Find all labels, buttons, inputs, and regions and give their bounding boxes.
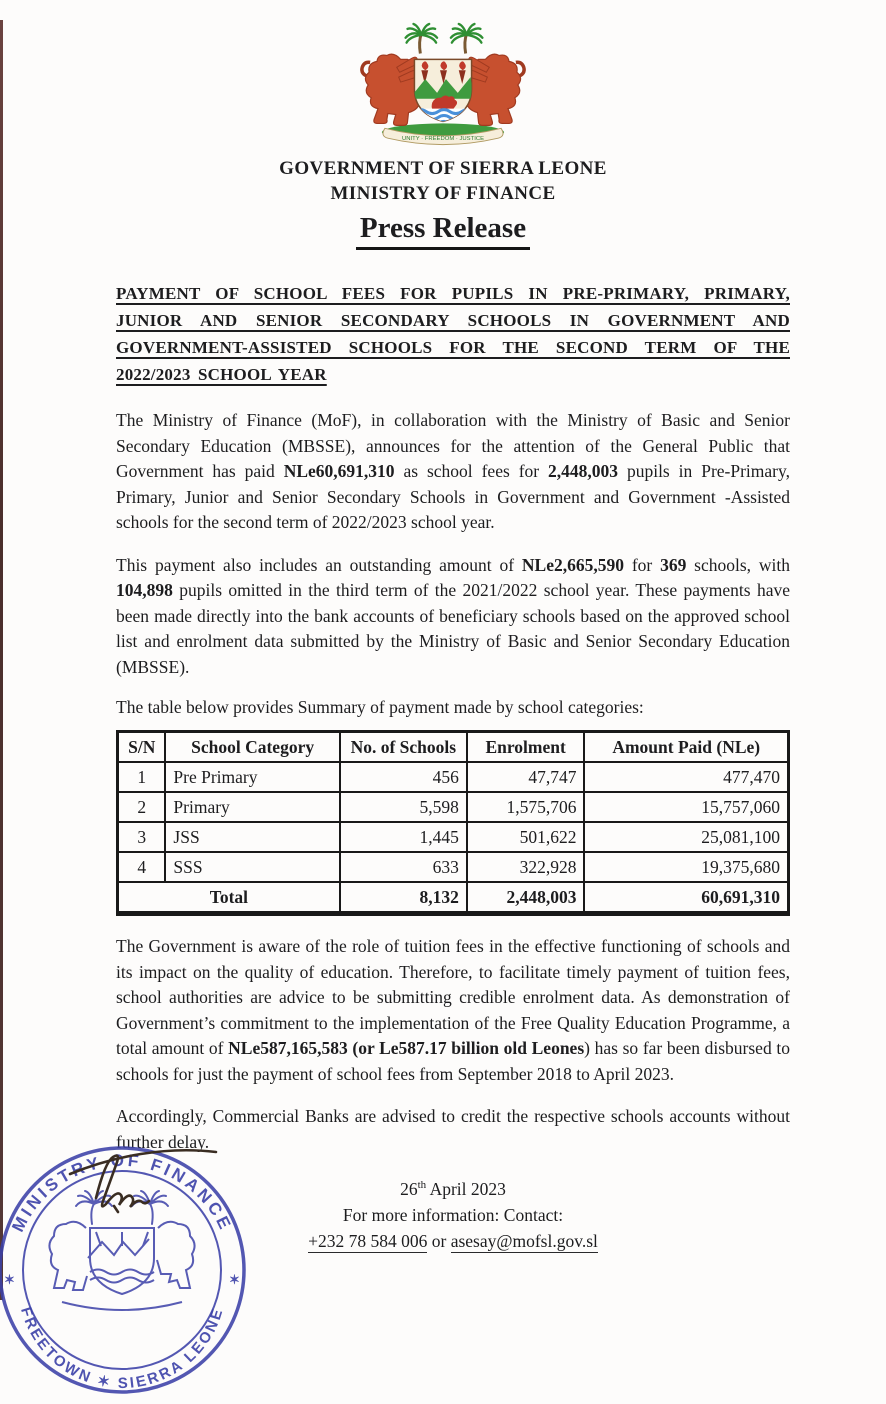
table-row: 1 Pre Primary 456 47,747 477,470 xyxy=(118,762,789,792)
stamp-star-right: ✶ xyxy=(229,1272,240,1287)
col-header-enrolment: Enrolment xyxy=(467,732,585,763)
stamp-bottom-text: FREETOWN ✶ SIERRA LEONE xyxy=(17,1305,227,1393)
document-title: PAYMENT OF SCHOOL FEES FOR PUPILS IN PRE-PRIMARY, PRIMARY, JUNIOR AND SENIOR SECONDARY SCHOOLS IN GOVERNMENT AND GOVERNMENT-ASSISTED SCHOOLS FOR THE SECOND TERM OF THE 2022/2023 SCHOOL YEAR xyxy=(116,284,790,384)
col-header-amount: Amount Paid (NLe) xyxy=(584,732,788,763)
sierra-leone-coat-of-arms xyxy=(357,20,529,150)
table-header-row xyxy=(118,732,789,763)
ministry-name: MINISTRY OF FINANCE xyxy=(330,183,556,204)
contact-email: asesay@mofsl.gov.sl xyxy=(450,1230,598,1251)
paragraph-3: The Government is aware of the role of tuition fees in the effective functioning of schools and its impact on the quality of education. Therefore, to facilitate timely payment of tuition fees, school authorities are advice to be submitting credible enrolment data. As demonstration of Government’s commitment to the implementation of the Free Quality Education Programme, a total amount of NLe587,165,583 (or Le587.17 billion old Leones) has so far been disbursed to schools for just the payment of school fees from September 2018 to April 2023. xyxy=(116,936,790,1084)
svg-text:FREETOWN ✶ SIERRA LEONE xyxy=(17,1305,227,1392)
paragraph-2: This payment also includes an outstanding amount of NLe2,665,590 for 369 schools, with 104,898 pupils omitted in the third term of the 2021/2022 school year. These payments have been made directly into the bank accounts of beneficiary schools based on the approved school list and enrolment data submitted by the Ministry of Basic and Senior Secondary Education (MBSSE). xyxy=(116,554,790,677)
stamp-top-text: MINISTRY OF FINANCE xyxy=(8,1150,236,1235)
government-name: GOVERNMENT OF SIERRA LEONE xyxy=(279,158,607,179)
col-header-sn: S/N xyxy=(118,732,166,763)
table-total-row xyxy=(118,882,789,913)
stamp-star-left: ✶ xyxy=(4,1272,15,1287)
payment-summary-table xyxy=(116,730,790,914)
motto-text: UNITY · FREEDOM · JUSTICE xyxy=(401,136,485,143)
photo-edge-shadow xyxy=(0,20,3,1300)
contact-details: +232 78 584 006 or asesay@mofsl.gov.sl xyxy=(308,1230,598,1251)
outstanding-amount-value: NLe2,665,590 xyxy=(521,554,624,575)
svg-text:MINISTRY OF FINANCE xyxy=(8,1151,235,1235)
release-date: 26th April 2023 xyxy=(400,1178,506,1199)
col-header-schools: No. of Schools xyxy=(340,732,467,763)
table-row: 2 Primary 5,598 1,575,706 15,757,060 xyxy=(118,792,789,822)
pupil-count-value: 2,448,003 xyxy=(548,461,619,481)
total-schools: 8,132 xyxy=(340,882,467,913)
total-label: Total xyxy=(118,882,340,913)
total-disbursed-value: NLe587,165,583 (or Le587.17 billion old Leones xyxy=(228,1038,585,1058)
contact-line: For more information: Contact: xyxy=(342,1204,564,1225)
paragraph-4: Accordingly, Commercial Banks are advised to credit the respective schools accounts without further delay. xyxy=(116,1106,790,1152)
stamp-emblem xyxy=(49,1191,194,1310)
ministry-of-finance-stamp xyxy=(0,1132,258,1404)
paragraph-1: The Ministry of Finance (MoF), in collaboration with the Ministry of Basic and Senior Secondary Education (MBSSE), announces for the attention of the General Public that Government has paid NLe60,691,310 as school fees for 2,448,003 pupils in Pre-Primary, Primary, Junior and Senior Secondary Schools in Government and Government -Assisted schools for the second term of 2022/2023 school year. xyxy=(116,410,790,532)
schools-count-value: 369 xyxy=(660,554,687,575)
document-body xyxy=(116,280,790,1254)
table-row: 4 SSS 633 322,928 19,375,680 xyxy=(118,852,789,882)
amount-paid-value: NLe60,691,310 xyxy=(283,461,395,481)
shield xyxy=(412,59,473,125)
press-release-heading: Press Release xyxy=(356,212,530,250)
contact-phone: +232 78 584 006 xyxy=(308,1230,428,1251)
table-intro: The table below provides Summary of payment made by school categories: xyxy=(116,697,644,717)
total-amount: 60,691,310 xyxy=(584,882,788,913)
col-header-category: School Category xyxy=(165,732,339,763)
omitted-pupils-value: 104,898 xyxy=(116,580,173,600)
table-row: 3 JSS 1,445 501,622 25,081,100 xyxy=(118,822,789,852)
total-enrolment: 2,448,003 xyxy=(467,882,585,913)
